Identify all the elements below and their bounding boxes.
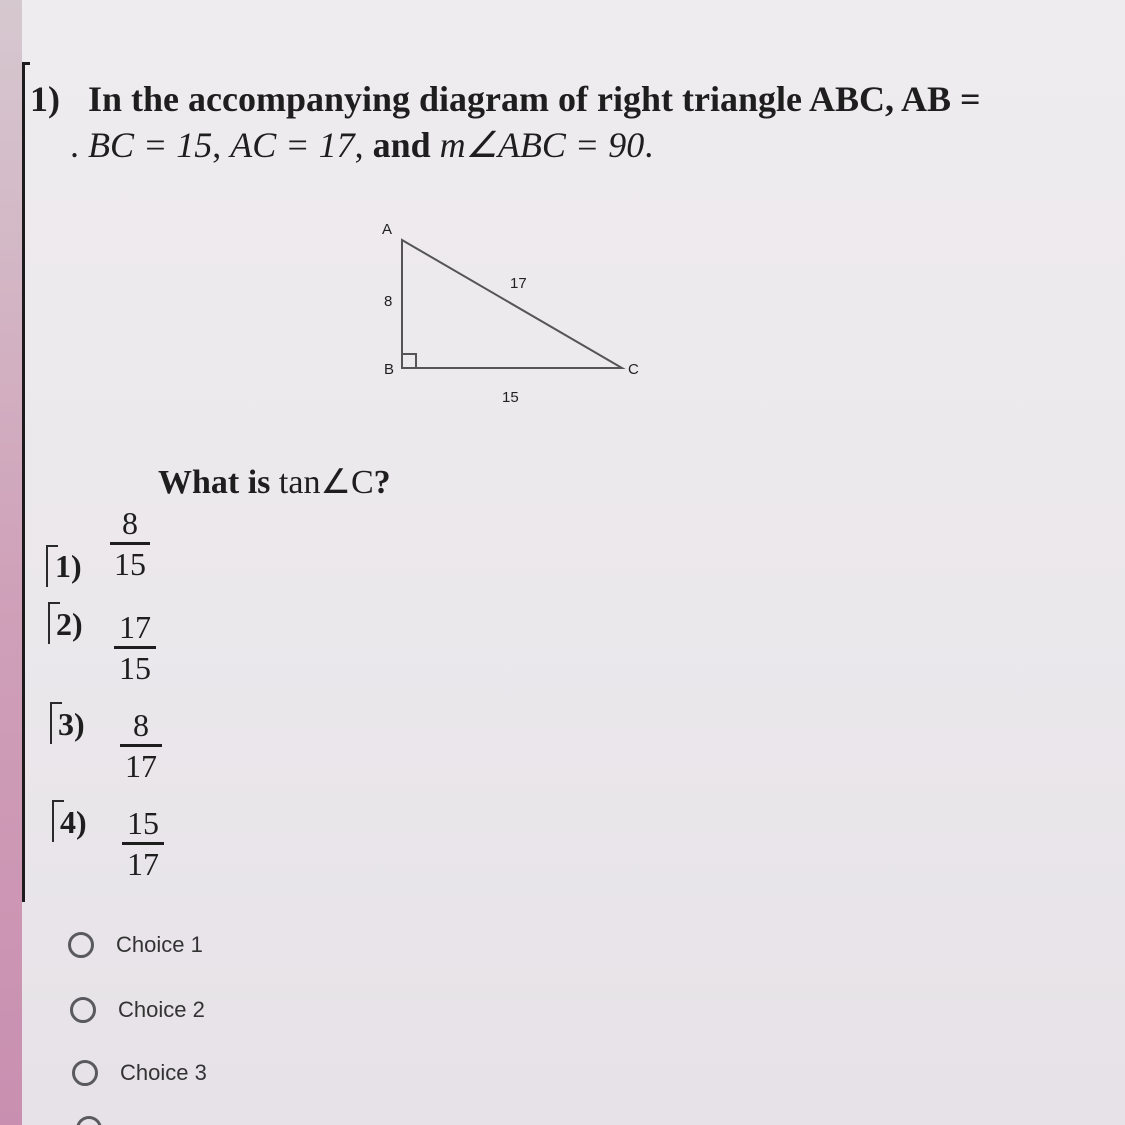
prompt-expression: tan∠C — [278, 464, 374, 501]
given-bc: BC = 15 — [88, 125, 213, 165]
margin-line-tick — [22, 62, 30, 65]
line2-prefix: . — [70, 125, 79, 165]
option-2-denominator: 15 — [119, 650, 151, 686]
question-prompt — [158, 462, 391, 502]
and-word: and — [372, 125, 431, 165]
vertex-a-label: A — [382, 221, 393, 238]
side-ab-label: 8 — [384, 293, 393, 310]
fraction-bar — [122, 842, 164, 845]
triangle-diagram — [360, 210, 660, 420]
prompt-text: What is — [158, 464, 271, 501]
question-number: 1) — [30, 79, 60, 119]
radio-button-4-partial[interactable] — [76, 1116, 102, 1125]
choice-1-label[interactable]: Choice 1 — [116, 932, 203, 957]
fraction-bar — [114, 646, 156, 649]
option-1-number: 1) — [55, 548, 82, 584]
fraction-bar — [110, 542, 150, 545]
option-4-numerator: 15 — [127, 805, 159, 841]
option-2-fraction — [114, 610, 156, 685]
choice-2-label[interactable]: Choice 2 — [118, 997, 205, 1022]
given-angle: m∠ABC = 90 — [439, 125, 645, 165]
radio-button-3[interactable] — [72, 1060, 98, 1086]
option-3-number: 3) — [58, 706, 85, 742]
radio-button-2[interactable] — [70, 997, 96, 1023]
choice-3-label[interactable]: Choice 3 — [120, 1060, 207, 1085]
triangle-abc — [402, 240, 622, 368]
question-text-line2: . BC = 15, AC = 17, and m∠ABC = 90. — [70, 125, 654, 165]
option-1-denominator: 15 — [114, 546, 146, 582]
prompt-end: ? — [373, 464, 391, 501]
vertex-c-label: C — [628, 361, 639, 378]
option-2-number: 2) — [56, 606, 83, 642]
option-1-fraction — [110, 506, 150, 581]
line2-end: . — [644, 125, 654, 165]
right-angle-marker — [402, 354, 416, 368]
option-4-fraction — [122, 806, 164, 881]
choice-2-radio-option[interactable] — [70, 997, 205, 1023]
margin-line — [22, 62, 25, 902]
option-3-numerator: 8 — [133, 707, 149, 743]
left-edge-band — [0, 0, 22, 1125]
side-ac-label: 17 — [510, 275, 527, 292]
option-2-numerator: 17 — [119, 609, 151, 645]
option-4-number: 4) — [60, 804, 87, 840]
choice-1-radio-option[interactable] — [68, 932, 203, 958]
radio-button-1[interactable] — [68, 932, 94, 958]
question-text-line1: In the accompanying diagram of right triangle ABC, AB = — [88, 79, 981, 119]
given-ac: AC = 17 — [230, 125, 355, 165]
vertex-b-label: B — [384, 361, 395, 378]
choice-3-radio-option[interactable] — [72, 1060, 207, 1086]
fraction-bar — [120, 744, 162, 747]
side-bc-label: 15 — [502, 389, 519, 406]
option-3-denominator: 17 — [125, 748, 157, 784]
option-1-numerator: 8 — [122, 505, 138, 541]
option-4-denominator: 17 — [127, 846, 159, 882]
option-3-fraction — [120, 708, 162, 783]
